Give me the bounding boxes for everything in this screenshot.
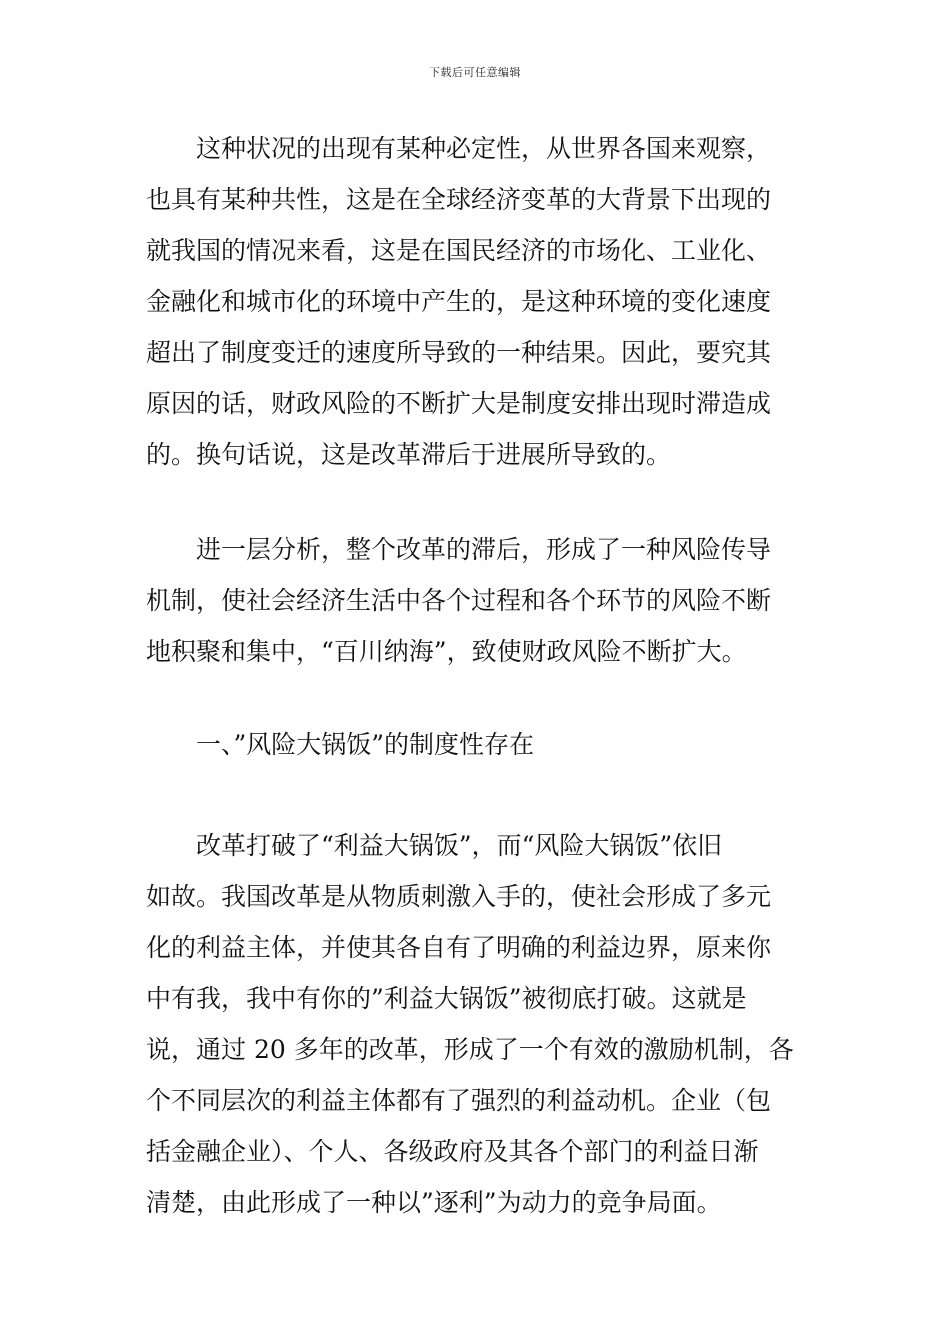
paragraph-line: 括金融企业）、个人、各级政府及其各个部门的利益日渐 [146,1137,759,1166]
paragraph-line: 化的利益主体，并使其各自有了明确的利益边界，原来你 [146,933,772,962]
section-heading [146,719,808,770]
paragraph-line: 改革打破了“利益大锅饭”，而“风险大锅饭”依旧 [196,831,723,860]
paragraph-line: 说，通过 20 多年的改革，形成了一个有效的激励机制，各 [146,1035,794,1064]
paragraph-1 [146,123,808,480]
heading-line: 一、”风险大锅饭”的制度性存在 [196,730,535,759]
page-header: 下载后可任意编辑 [429,66,521,79]
paragraph-line: 超出了制度变迁的速度所导致的一种结果。因此，要究其 [146,338,772,367]
paragraph-line: 也具有某种共性，这是在全球经济变革的大背景下出现的 [146,185,772,214]
paragraph-line: 金融化和城市化的环境中产生的，是这种环境的变化速度 [146,287,772,316]
paragraph-line: 这种状况的出现有某种必定性，从世界各国来观察， [196,134,772,163]
paragraph-line: 个不同层次的利益主体都有了强烈的利益动机。企业（包 [146,1086,772,1115]
paragraph-line: 进一层分析，整个改革的滞后，形成了一种风险传导 [196,535,772,564]
paragraph-line: 机制，使社会经济生活中各个过程和各个环节的风险不断 [146,586,772,615]
paragraph-line: 如故。我国改革是从物质刺激入手的，使社会形成了多元 [146,882,772,911]
paragraph-line: 原因的话，财政风险的不断扩大是制度安排出现时滞造成 [146,389,772,418]
paragraph-line: 清楚，由此形成了一种以”逐利”为动力的竞争局面。 [146,1188,722,1217]
paragraph-line: 中有我，我中有你的”利益大锅饭”被彻底打破。这就是 [146,984,747,1013]
paragraph-3 [146,820,808,1228]
paragraph-line: 就我国的情况来看，这是在国民经济的市场化、工业化、 [146,236,772,265]
paragraph-line: 地积聚和集中，“百川纳海”，致使财政风险不断扩大。 [146,637,747,666]
paragraph-2 [146,524,808,677]
paragraph-line: 的。换句话说，这是改革滞后于进展所导致的。 [146,440,672,469]
